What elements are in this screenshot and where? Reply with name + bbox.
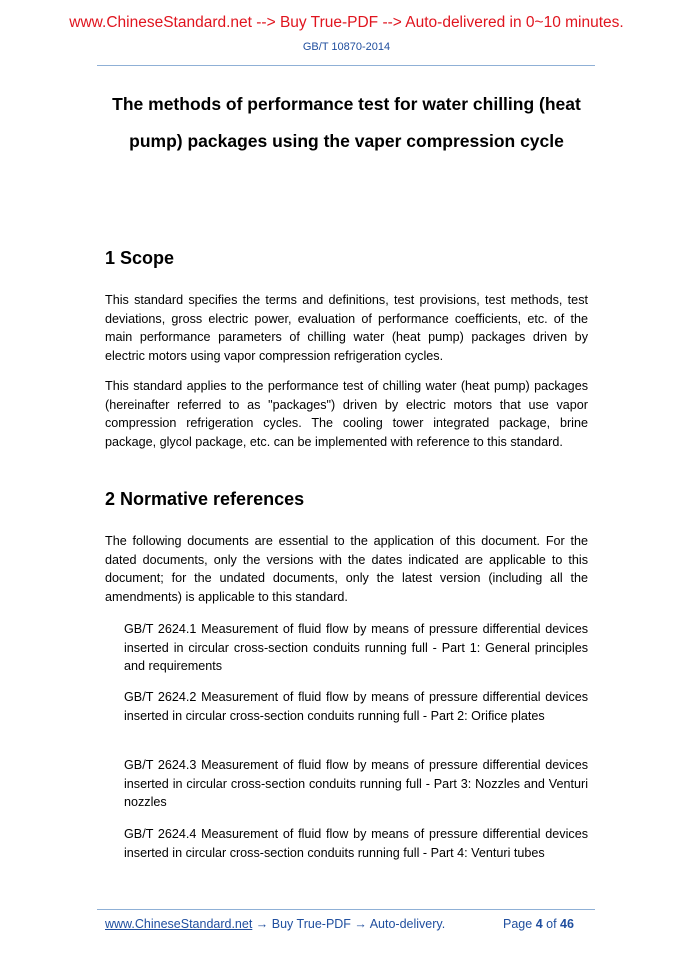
page-indicator [503, 917, 574, 931]
page-label: Page [503, 917, 533, 931]
page-current: 4 [535, 917, 543, 931]
page-of: of [546, 917, 557, 931]
reference-item: GB/T 2624.2 Measurement of fluid flow by means of pressure differential devices inserted in circular cross-section conduits running full - Part 2: Orifice plates [124, 690, 588, 723]
scope-paragraph-1: This standard specifies the terms and definitions, test provisions, test methods, test deviations, gross electric power, evaluation of performance coefficients, etc. of the main performance parameters of chilling water (heat pump) packages driven by electric motors using vapor compression refrigeration cycles. [105, 293, 588, 363]
footer-site-link[interactable]: www.ChineseStandard.net [105, 917, 253, 931]
reference-item: GB/T 2624.4 Measurement of fluid flow by means of pressure differential devices inserted in circular cross-section conduits running full - Part 4: Venturi tubes [124, 827, 588, 860]
reference-item: GB/T 2624.3 Measurement of fluid flow by means of pressure differential devices inserted in circular cross-section conduits running full - Part 3: Nozzles and Venturi nozzles [124, 758, 588, 809]
section-heading-scope: 1 Scope [105, 248, 175, 268]
header-divider [97, 65, 595, 66]
footer-divider [97, 909, 595, 910]
document-title: The methods of performance test for water chilling (heat pump) packages using the vaper compression cycle [112, 94, 581, 151]
top-banner[interactable]: www.ChineseStandard.net --> Buy True-PDF --> Auto-delivered in 0~10 minutes. [69, 14, 624, 31]
normative-intro-paragraph: The following documents are essential to the application of this document. For the dated documents, only the versions with the dates indicated are applicable to this document; for the undated documents, only the latest version (including all the amendments) is applicable to this standard. [105, 534, 588, 604]
reference-item: GB/T 2624.1 Measurement of fluid flow by means of pressure differential devices inserted in circular cross-section conduits running full - Part 1: General principles and requirements [124, 622, 588, 673]
section-heading-normative-references: 2 Normative references [105, 489, 305, 509]
page-total: 46 [560, 917, 574, 931]
footer-left [105, 917, 445, 931]
scope-paragraph-2: This standard applies to the performance test of chilling water (heat pump) packages (hereinafter referred to as "packages") driven by electric motors that use vapor compression refrigeration cycles. The cooling tower integrated package, brine package, glycol package, etc. can be implemented with reference to this standard. [105, 379, 588, 449]
footer-tail-text: → Buy True-PDF → Auto-delivery. [252, 917, 446, 931]
standard-code: GB/T 10870-2014 [302, 41, 391, 53]
